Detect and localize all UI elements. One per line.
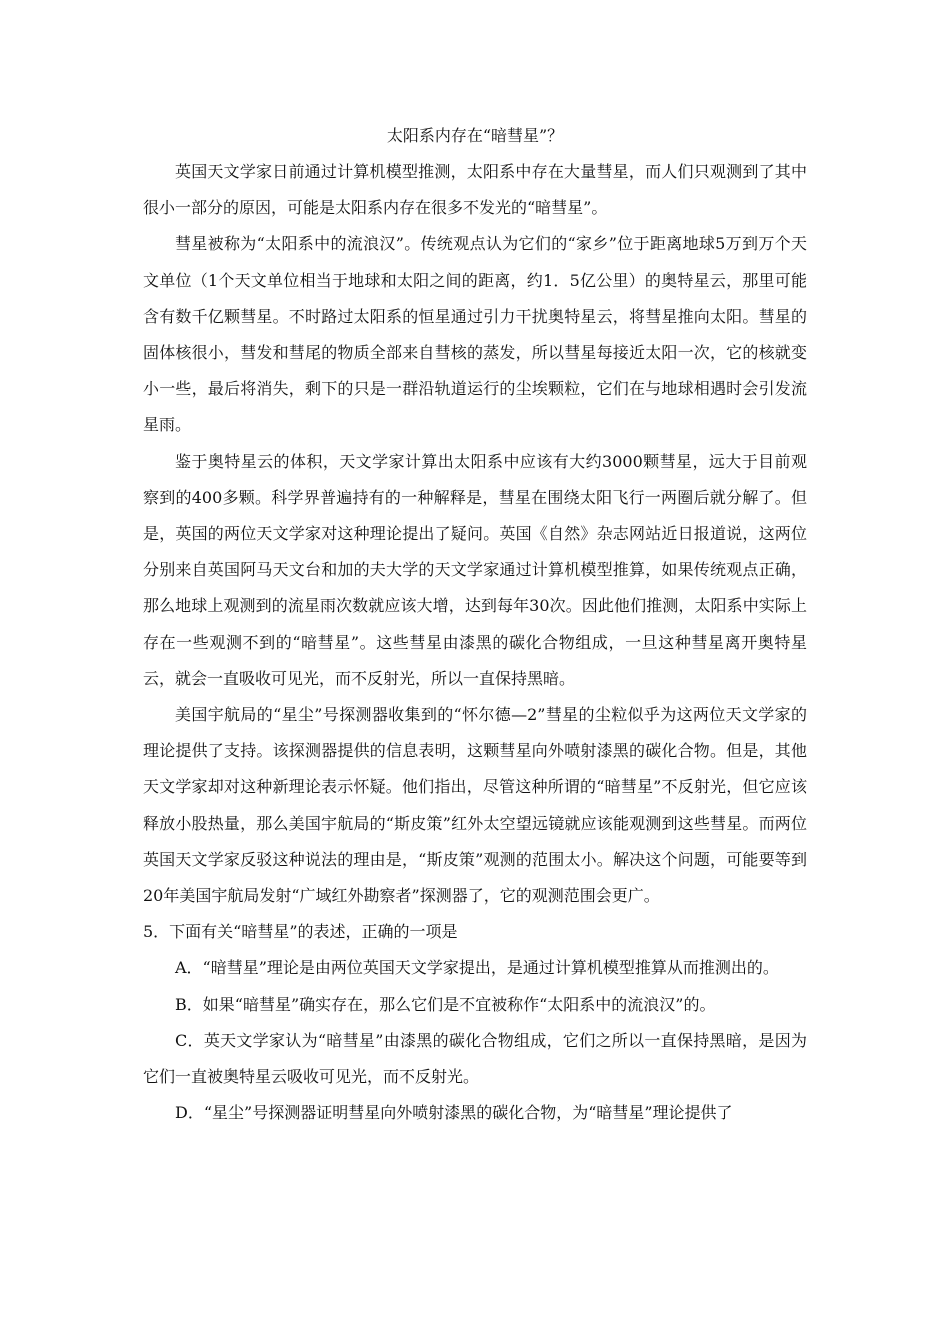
option-c[interactable]: C．英天文学家认为“暗彗星”由漆黑的碳化合物组成，它们之所以一直保持黑暗，是因为它们一直被奥特星云吸收可见光，而不反射光。 [143,1030,807,1087]
question-stem: 5．下面有关“暗彗星”的表述，正确的一项是 [143,922,458,942]
option-b[interactable]: B．如果“暗彗星”确实存在，那么它们是不宜被称作“太阳系中的流浪汉”的。 [175,994,716,1014]
article-paragraph-2: 彗星被称为“太阳系中的流浪汉”。传统观点认为它们的“家乡”位于距离地球5万到万个天文单位（1个天文单位相当于地球和太阳之间的距离，约1．5亿公里）的奥特星云，那里可能含有数千亿颗彗星。不时路过太阳系的恒星通过引力干扰奥特星云，将彗星推向太阳。彗星的固体核很小，彗发和彗尾的物质全部来自彗核的蒸发，所以彗星每接近太阳一次，它的核就变小一些，最后将消失，剩下的只是一群沿轨道运行的尘埃颗粒，它们在与地球相遇时会引发流星雨。 [143,234,807,435]
article-paragraph-3: 鉴于奥特星云的体积，天文学家计算出太阳系中应该有大约3000颗彗星，远大于目前观察到的400多颗。科学界普遍持有的一种解释是，彗星在围绕太阳飞行一两圈后就分解了。但是，英国的两位天文学家对这种理论提出了疑问。英国《自然》杂志网站近日报道说，这两位分别来自英国阿马天文台和加的夫大学的天文学家通过计算机模型推算，如果传统观点正确，那么地球上观测到的流星雨次数就应该大增，达到每年30次。因此他们推测，太阳系中实际上存在一些观测不到的“暗彗星”。这些彗星由漆黑的碳化合物组成，一旦这种彗星离开奥特星云，就会一直吸收可见光，而不反射光，所以一直保持黑暗。 [143,451,807,688]
document-page [143,118,807,1131]
option-d[interactable]: D．“星尘”号探测器证明彗星向外喷射漆黑的碳化合物，为“暗彗星”理论提供了 [175,1103,733,1123]
article-paragraph-4: 美国宇航局的“星尘”号探测器收集到的“怀尔德—2”彗星的尘粒似乎为这两位天文学家的理论提供了支持。该探测器提供的信息表明，这颗彗星向外喷射漆黑的碳化合物。但是，其他天文学家却对这种新理论表示怀疑。他们指出，尽管这种所谓的“暗彗星”不反射光，但它应该释放小股热量，那么美国宇航局的“斯皮策”红外太空望远镜就应该能观测到这些彗星。而两位英国天文学家反驳这种说法的理由是，“斯皮策”观测的范围太小。解决这个问题，可能要等到20年美国宇航局发射“广域红外勘察者”探测器了，它的观测范围会更广。 [143,705,807,906]
option-a[interactable]: A．“暗彗星”理论是由两位英国天文学家提出，是通过计算机模型推算从而推测出的。 [175,958,779,978]
article-title: 太阳系内存在“暗彗星”？ [386,126,564,145]
article-paragraph-1: 英国天文学家日前通过计算机模型推测，太阳系中存在大量彗星，而人们只观测到了其中很小一部分的原因，可能是太阳系内存在很多不发光的“暗彗星”。 [143,162,807,218]
